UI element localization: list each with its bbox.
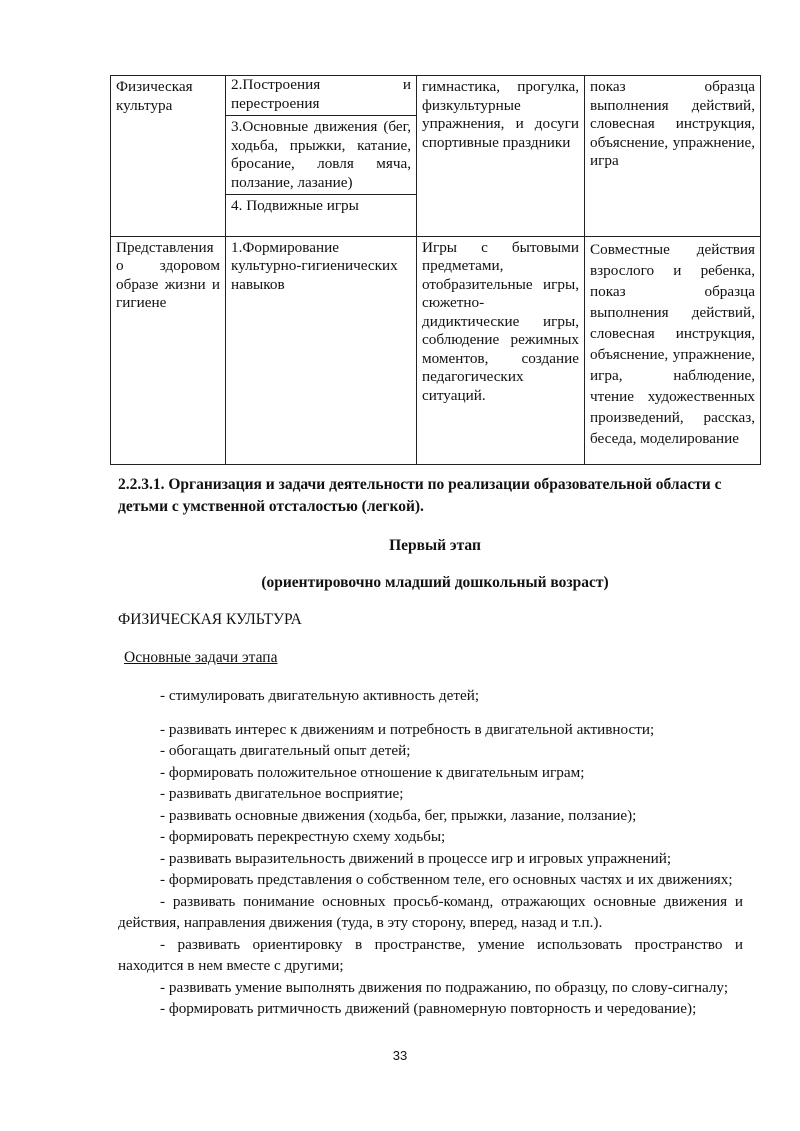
section-heading: 2.2.3.1. Организация и задачи деятельности по реализации образовательной области с детьми с умственной отсталостью (легкой). (118, 476, 722, 515)
methods-cell (585, 236, 761, 464)
list-item: - стимулировать двигательную активность детей; (160, 687, 480, 704)
list-item: - развивать интерес к движениям и потребность в двигательной активности; (160, 720, 655, 738)
list-item: - развивать двигательное восприятие; (160, 785, 404, 802)
content-item: 3.Основные движения (бег, ходьба, прыжки, катание, бросание, ловля мяча, ползание, лазание) (226, 115, 416, 194)
content-item: 1.Формирование культурно-гигиенических навыков (231, 238, 398, 293)
tasks-list (118, 685, 743, 1020)
page-number: 33 (392, 1048, 408, 1063)
list-item: - формировать перекрестную схему ходьбы; (160, 828, 446, 845)
stage-title: Первый этап (389, 537, 481, 554)
list-item: - формировать положительное отношение к двигательным играм; (160, 763, 585, 781)
list-item: - обогащать двигательный опыт детей; (160, 742, 411, 759)
list-item: - развивать умение выполнять движения по подражанию, по образцу, по слову-сигналу; (160, 978, 729, 996)
content-cell (226, 236, 417, 464)
area-title: ФИЗИЧЕСКАЯ КУЛЬТУРА (118, 611, 302, 628)
methods-text: Совместные действия взрослого и ребенка, показ образца выполнения действий, словесная инструкция, объяснение, упражнение, игра, наблюдение, чтение художественных произведений, рассказ, беседа, моделирование (590, 240, 755, 447)
list-item: - развивать ориентировку в пространстве, умение использовать пространство и находится в нем вместе с другими; (118, 935, 743, 974)
table-row (111, 236, 761, 464)
list-item: - развивать понимание основных просьб-команд, отражающих основные движения и действия, направления движения (туда, в эту сторону, вперед, назад и т.п.). (118, 892, 743, 931)
stage-subtitle: (ориентировочно младший дошкольный возраст) (261, 574, 609, 591)
tasks-title: Основные задачи этапа (124, 649, 278, 666)
methods-text: показ образца выполнения действий, словесная инструкция, объяснение, упражнение, игра (590, 78, 755, 169)
methods-table (110, 75, 761, 465)
list-item: - формировать ритмичность движений (равномерную повторность и чередование); (160, 1000, 697, 1017)
content-item: 2.Построения и перестроения (231, 76, 411, 112)
table-row (111, 76, 761, 237)
area-cell (111, 76, 226, 237)
forms-cell (417, 236, 585, 464)
area-cell (111, 236, 226, 464)
methods-cell (585, 76, 761, 237)
list-item: - формировать представления о собственном теле, его основных частях и их движениях; (160, 871, 733, 888)
content-item: 4. Подвижные игры (226, 194, 416, 236)
forms-cell (417, 76, 585, 237)
area-text: Физическая культура (116, 78, 193, 114)
content-cell (226, 76, 417, 237)
list-item: - развивать выразительность движений в процессе игр и игровых упражнений; (160, 849, 672, 867)
forms-text: гимнастика, прогулка, физкультурные упражнения, и досуги спортивные праздники (422, 78, 579, 151)
forms-text: Игры с бытовыми предметами, отобразительные игры, сюжетно-дидиктические игры, соблюдение режимных моментов, создание педагогических ситуаций. (422, 238, 579, 404)
list-item: - развивать основные движения (ходьба, бег, прыжки, лазание, ползание); (160, 806, 637, 824)
area-text: Представления о здоровом образе жизни и гигиене (116, 238, 220, 311)
